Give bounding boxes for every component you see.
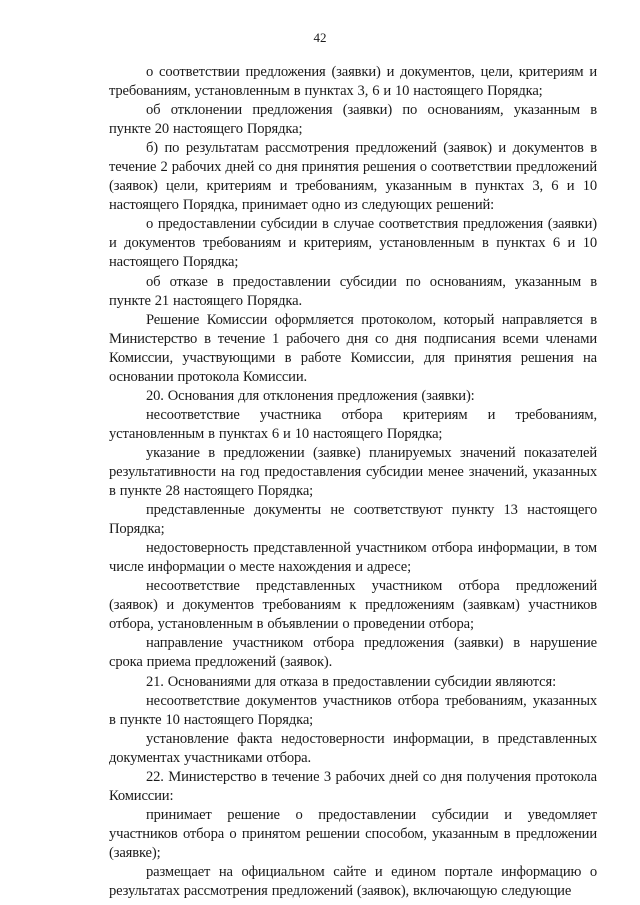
paragraph: принимает решение о предоставлении субсидии и уведомляет участников отбора о принятом решении способом, указанным в предложении (заявке); bbox=[109, 806, 597, 861]
paragraph: направление участником отбора предложения (заявки) в нарушение срока приема предложений (заявок). bbox=[109, 635, 597, 671]
paragraph: установление факта недостоверности информации, в представленных документах участниками отбора. bbox=[109, 730, 597, 766]
section-heading-22: 22. Министерство в течение 3 рабочих дней со дня получения протокола Комиссии: bbox=[109, 768, 597, 804]
paragraph: несоответствие представленных участником отбора предложений (заявок) и документов требованиям к предложениям (заявкам) участников отбора, установленным в объявлении о проведении отбора; bbox=[109, 578, 597, 633]
paragraph: б) по результатам рассмотрения предложений (заявок) и документов в течение 2 рабочих дней со дня принятия решения о соответствии предложений (заявок) цели, критериям и требованиям, указанным в пунктах 3, 6 и 10 настоящего Порядка, принимает одно из следующих решений: bbox=[109, 140, 597, 214]
paragraph: об отказе в предоставлении субсидии по основаниям, указанным в пункте 21 настоящего Порядка. bbox=[109, 273, 597, 309]
paragraph: несоответствие участника отбора критериям и требованиям, установленным в пунктах 6 и 10 настоящего Порядка; bbox=[109, 406, 597, 442]
page-number: 42 bbox=[313, 30, 327, 45]
section-heading-20: 20. Основания для отклонения предложения (заявки): bbox=[146, 387, 475, 404]
paragraph: несоответствие документов участников отбора требованиям, указанных в пункте 10 настоящего Порядка; bbox=[109, 692, 597, 728]
paragraph: указание в предложении (заявке) планируемых значений показателей результативности на год предоставления субсидии менее значений, указанных в пункте 28 настоящего Порядка; bbox=[109, 444, 597, 500]
paragraph: о соответствии предложения (заявки) и документов, цели, критериям и требованиям, установленным в пунктах 3, 6 и 10 настоящего Порядка; bbox=[109, 64, 597, 100]
paragraph: размещает на официальном сайте и едином портале информацию о результатах рассмотрения предложений (заявок), включающую следующие bbox=[109, 863, 597, 900]
paragraph: об отклонении предложения (заявки) по основаниям, указанным в пункте 20 настоящего Порядка; bbox=[109, 102, 597, 138]
document-body bbox=[109, 63, 597, 901]
paragraph: Решение Комиссии оформляется протоколом, который направляется в Министерство в течение 1 рабочего дня со дня подписания всеми членами Комиссии, участвующими в работе Комиссии, для принятия решения на основании протокола Комиссии. bbox=[109, 311, 597, 385]
paragraph: о предоставлении субсидии в случае соответствия предложения (заявки) и документов требованиям и критериям, установленным в пунктах 6 и 10 настоящего Порядка; bbox=[109, 216, 597, 271]
paragraph: представленные документы не соответствуют пункту 13 настоящего Порядка; bbox=[109, 502, 597, 538]
paragraph: недостоверность представленной участником отбора информации, в том числе информации о месте нахождения и адресе; bbox=[109, 540, 597, 576]
section-heading-21: 21. Основаниями для отказа в предоставлении субсидии являются: bbox=[146, 673, 556, 690]
